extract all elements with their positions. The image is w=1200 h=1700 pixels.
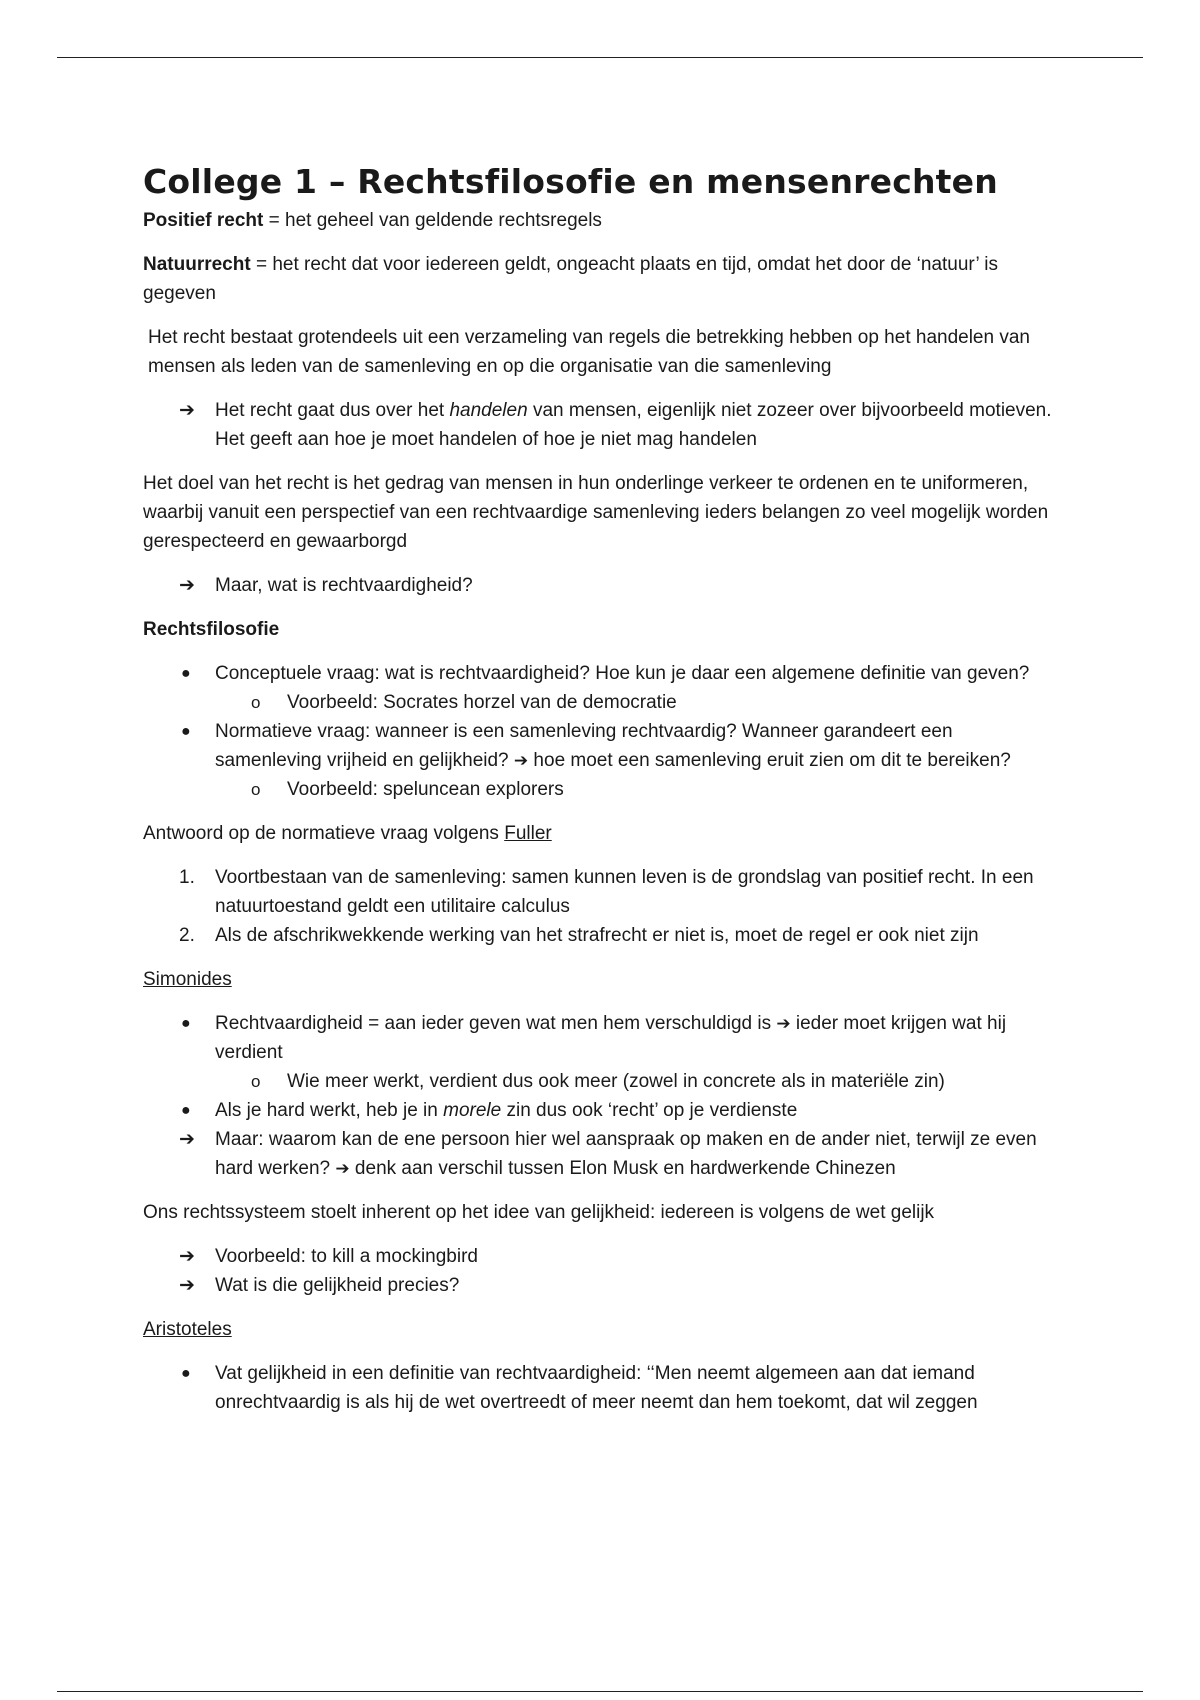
paragraph-gelijkheid: Ons rechtssysteem stoelt inherent op het idee van gelijkheid: iedereen is volgens de wet gelijk [143, 1202, 935, 1223]
list-text: hoe moet een samenleving eruit zien om dit te bereiken? [528, 750, 1011, 771]
bullet-icon: ● [181, 723, 191, 740]
sub-list [215, 1067, 1058, 1096]
arrow-icon: ➔ [179, 1275, 195, 1296]
list-text: Wat is die gelijkheid precies? [215, 1275, 460, 1296]
list-number: 1. [179, 867, 195, 888]
arrow-icon: ➔ [179, 575, 195, 596]
footer-rule [57, 1691, 1143, 1692]
numbered-list-fuller [143, 863, 1058, 950]
circle-bullet-icon: o [251, 693, 261, 712]
arrow-icon: ➔ [179, 1129, 195, 1150]
list-text: Als je hard werkt, heb je in [215, 1100, 444, 1121]
sub-list-item [143, 1067, 1058, 1096]
list-text: ieder moet krijgen wat hij verdient [215, 1013, 1007, 1063]
fuller-name: Fuller [504, 823, 552, 844]
list-text: Rechtvaardigheid = aan ieder geven wat men hem verschuldigd is [215, 1013, 777, 1034]
list-text: Maar, wat is rechtvaardigheid? [215, 575, 473, 596]
list-text: van mensen, eigenlijk niet zozeer over bijvoorbeeld motieven. Het geeft aan hoe je moet handelen of hoe je niet mag handelen [215, 400, 1052, 450]
heading-rechtsfilosofie: Rechtsfilosofie [143, 619, 280, 640]
sub-list [215, 775, 1058, 804]
arrow-list-gelijkheid [143, 1242, 1058, 1300]
header-rule [57, 57, 1143, 58]
arrow-list [143, 571, 1058, 600]
circle-bullet-icon: o [251, 1072, 261, 1091]
page-title: College 1 – Rechtsfilosofie en mensenrechten [143, 162, 998, 201]
list-text: Conceptuele vraag: wat is rechtvaardigheid? Hoe kun je daar een algemene definitie van geven? [215, 663, 1030, 684]
definition-text: = het recht dat voor iedereen geldt, ongeacht plaats en tijd, omdat het door de ‘natuur’ is gegeven [143, 254, 998, 304]
list-item [143, 921, 1058, 950]
arrow-list [143, 396, 1058, 454]
list-item [143, 1359, 1058, 1417]
emphasis-text: handelen [449, 400, 528, 421]
list-item [143, 659, 1058, 717]
arrow-icon: ➔ [335, 1159, 350, 1178]
list-item [143, 571, 1058, 600]
list-item [143, 1125, 1058, 1183]
sub-list-item [143, 688, 1058, 717]
list-text: Maar: waarom kan de ene persoon hier wel aanspraak op maken en de ander niet, terwijl ze even hard werken? [215, 1129, 1037, 1179]
list-text: denk aan verschil tussen Elon Musk en hardwerkende Chinezen [349, 1158, 896, 1179]
list-text: Voortbestaan van de samenleving: samen kunnen leven is de grondslag van positief recht. In een natuurtoestand geldt een utilitaire calculus [215, 867, 1034, 917]
definition-natuurrecht [143, 250, 1058, 308]
bullet-icon: ● [181, 665, 191, 682]
bullet-list-aristoteles [143, 1359, 1058, 1417]
list-item [143, 1271, 1058, 1300]
arrow-icon: ➔ [179, 1246, 195, 1267]
arrow-icon: ➔ [513, 751, 529, 770]
list-text: Voorbeeld: Socrates horzel van de democratie [287, 692, 677, 713]
paragraph-doel: Het doel van het recht is het gedrag van mensen in hun onderlinge verkeer te ordenen en te uniformeren, waarbij vanuit een perspectief van een rechtvaardige samenleving ieders belangen zo veel mogelijk worden gerespecteerd en gewaarborgd [143, 473, 1049, 552]
bullet-icon: ● [181, 1365, 191, 1382]
list-number: 2. [179, 925, 195, 946]
definition-text: = het geheel van geldende rechtsregels [263, 210, 602, 231]
sub-list-item [143, 775, 1058, 804]
bullet-icon: ● [181, 1102, 191, 1119]
document-body [143, 160, 1058, 1432]
list-text: Het recht gaat dus over het [215, 400, 450, 421]
term-positief-recht: Positief recht [143, 210, 264, 231]
bullet-icon: ● [181, 1015, 191, 1032]
list-text: Voorbeeld: speluncean explorers [287, 779, 564, 800]
heading-aristoteles: Aristoteles [143, 1319, 232, 1340]
paragraph-recht-bestaat: Het recht bestaat grotendeels uit een verzameling van regels die betrekking hebben op het handelen van mensen als leden van de samenleving en op die organisatie van die samenleving [148, 327, 1030, 377]
list-item [143, 717, 1058, 804]
list-text: zin dus ook ‘recht’ op je verdienste [501, 1100, 798, 1121]
list-item [143, 1242, 1058, 1271]
list-text: Normatieve vraag: wanneer is een samenleving rechtvaardig? Wanneer garandeert een samenleving vrijheid en gelijkheid? [215, 721, 953, 771]
definition-positief-recht [143, 206, 1058, 235]
fuller-line [143, 819, 1058, 848]
heading-simonides: Simonides [143, 969, 232, 990]
circle-bullet-icon: o [251, 780, 261, 799]
term-natuurrecht: Natuurrecht [143, 254, 251, 275]
list-item [143, 1096, 1058, 1125]
list-text: Voorbeeld: to kill a mockingbird [215, 1246, 478, 1267]
sub-list [215, 688, 1058, 717]
fuller-text: Antwoord op de normatieve vraag volgens [143, 823, 505, 844]
emphasis-text: morele [443, 1100, 502, 1121]
list-item [143, 863, 1058, 921]
list-text: Als de afschrikwekkende werking van het strafrecht er niet is, moet de regel er ook niet zijn [215, 925, 979, 946]
bullet-list-rechtsfilosofie [143, 659, 1058, 804]
arrow-icon: ➔ [179, 400, 195, 421]
list-text: Vat gelijkheid in een definitie van rechtvaardigheid: ‘‘Men neemt algemeen aan dat iemand onrechtvaardig is als hij de wet overtreedt of meer neemt dan hem toekomt, dat wil zeggen [215, 1363, 978, 1413]
list-text: Wie meer werkt, verdient dus ook meer (zowel in concrete als in materiële zin) [287, 1071, 945, 1092]
bullet-list-simonides [143, 1009, 1058, 1183]
arrow-icon: ➔ [776, 1014, 791, 1033]
list-item [143, 396, 1058, 454]
list-item [143, 1009, 1058, 1096]
